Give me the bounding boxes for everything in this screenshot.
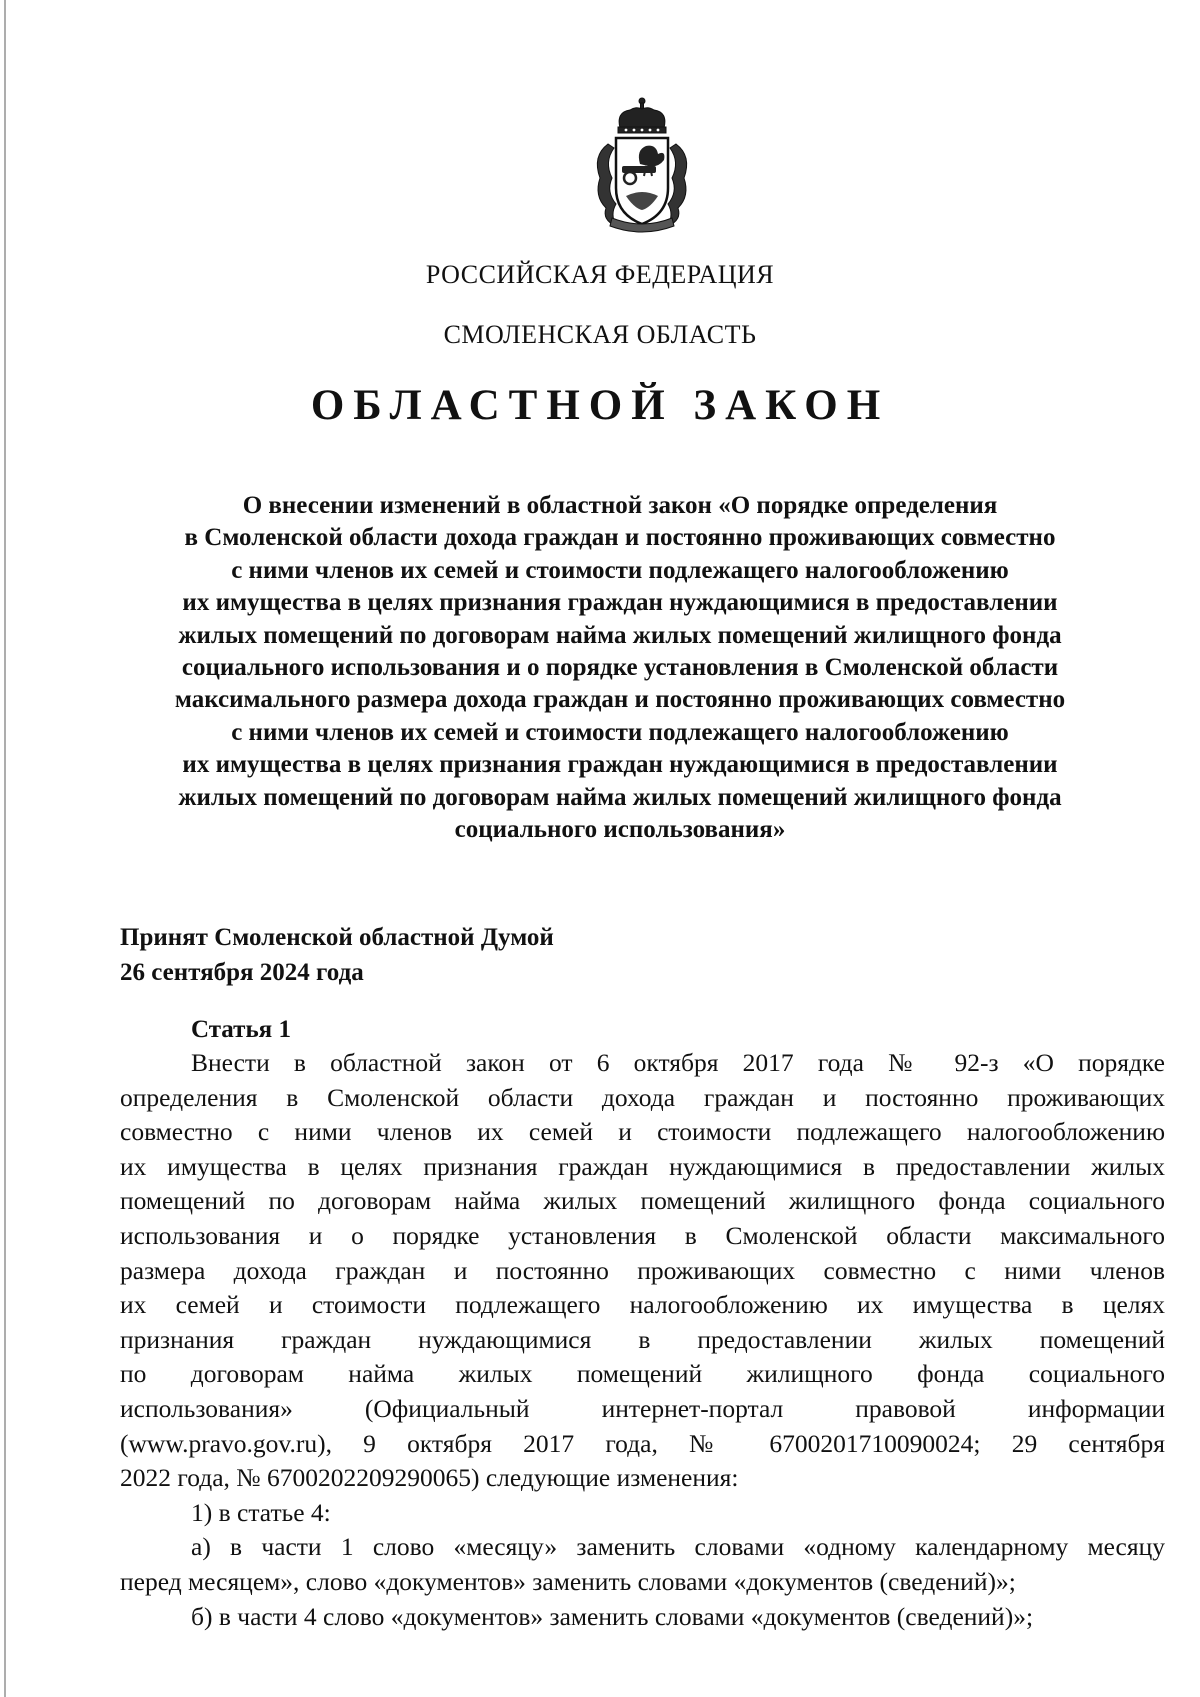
title-line: максимального размера дохода граждан и постоянно проживающих совместно: [174, 686, 1066, 714]
article-body: [120, 1046, 1165, 1634]
adoption-date: 26 сентября 2024 года: [120, 959, 364, 986]
smolensk-coat-of-arms-icon: [586, 96, 698, 236]
body-line: помещений по договорам найма жилых помещений жилищного фонда социального: [120, 1186, 1165, 1216]
body-line: (www.pravo.gov.ru), 9 октября 2017 года, № 6700201710090024; 29 сентября: [120, 1428, 1165, 1458]
body-line: признания граждан нуждающимися в предоставлении жилых помещений: [120, 1324, 1165, 1354]
header-country: РОССИЙСКАЯ ФЕДЕРАЦИЯ: [425, 260, 775, 289]
body-line: определения в Смоленской области дохода граждан и постоянно проживающих: [120, 1082, 1165, 1112]
header-region: СМОЛЕНСКАЯ ОБЛАСТЬ: [443, 320, 757, 349]
body-line: использования и о порядке установления в Смоленской области максимального: [120, 1220, 1165, 1250]
body-line: совместно с ними членов их семей и стоимости подлежащего налогообложению: [120, 1117, 1165, 1147]
scan-border: [4, 0, 6, 1697]
body-line: 2022 года, № 6700202209290065) следующие изменения:: [120, 1463, 739, 1493]
title-line: в Смоленской области дохода граждан и постоянно проживающих совместно: [184, 524, 1056, 552]
title-line: их имущества в целях признания граждан нуждающимися в предоставлении: [182, 751, 1058, 779]
title-line: социального использования»: [454, 816, 786, 844]
title-line: жилых помещений по договорам найма жилых помещений жилищного фонда: [178, 621, 1062, 649]
body-line: Внести в областной закон от 6 октября 2017 года № 92-з «О порядке: [191, 1048, 1165, 1077]
title-line: жилых помещений по договорам найма жилых помещений жилищного фонда: [178, 783, 1062, 811]
law-title: [120, 490, 1120, 846]
adoption-note: [120, 920, 554, 990]
body-line: по договорам найма жилых помещений жилищного фонда социального: [120, 1359, 1165, 1389]
body-line: перед месяцем», слово «документов» заменить словами «документов (сведений)»;: [120, 1566, 1016, 1596]
document-type-heading: ОБЛАСТНОЙ ЗАКОН: [310, 382, 890, 429]
body-line: использования» (Официальный интернет-портал правовой информации: [120, 1393, 1165, 1423]
adoption-body: Принят Смоленской областной Думой: [120, 924, 554, 951]
body-line: их имущества в целях признания граждан нуждающимися в предоставлении жилых: [120, 1151, 1165, 1181]
body-line: их семей и стоимости подлежащего налогообложению их имущества в целях: [120, 1290, 1165, 1320]
list-item: б) в части 4 слово «документов» заменить словами «документов (сведений)»;: [191, 1601, 1034, 1631]
title-line: с ними членов их семей и стоимости подлежащего налогообложению: [231, 718, 1009, 746]
title-line: социального использования и о порядке установления в Смоленской области: [181, 654, 1059, 682]
list-item: 1) в статье 4:: [191, 1497, 331, 1527]
title-line: с ними членов их семей и стоимости подлежащего налогообложению: [231, 556, 1009, 584]
title-line: О внесении изменений в областной закон «О порядке определения: [242, 492, 998, 519]
list-item: а) в части 1 слово «месяцу» заменить словами «одному календарному месяцу: [191, 1532, 1165, 1562]
title-line: их имущества в целях признания граждан нуждающимися в предоставлении: [182, 589, 1058, 617]
article-heading: Статья 1: [191, 1016, 291, 1043]
body-line: размера дохода граждан и постоянно проживающих совместно с ними членов: [120, 1255, 1165, 1285]
